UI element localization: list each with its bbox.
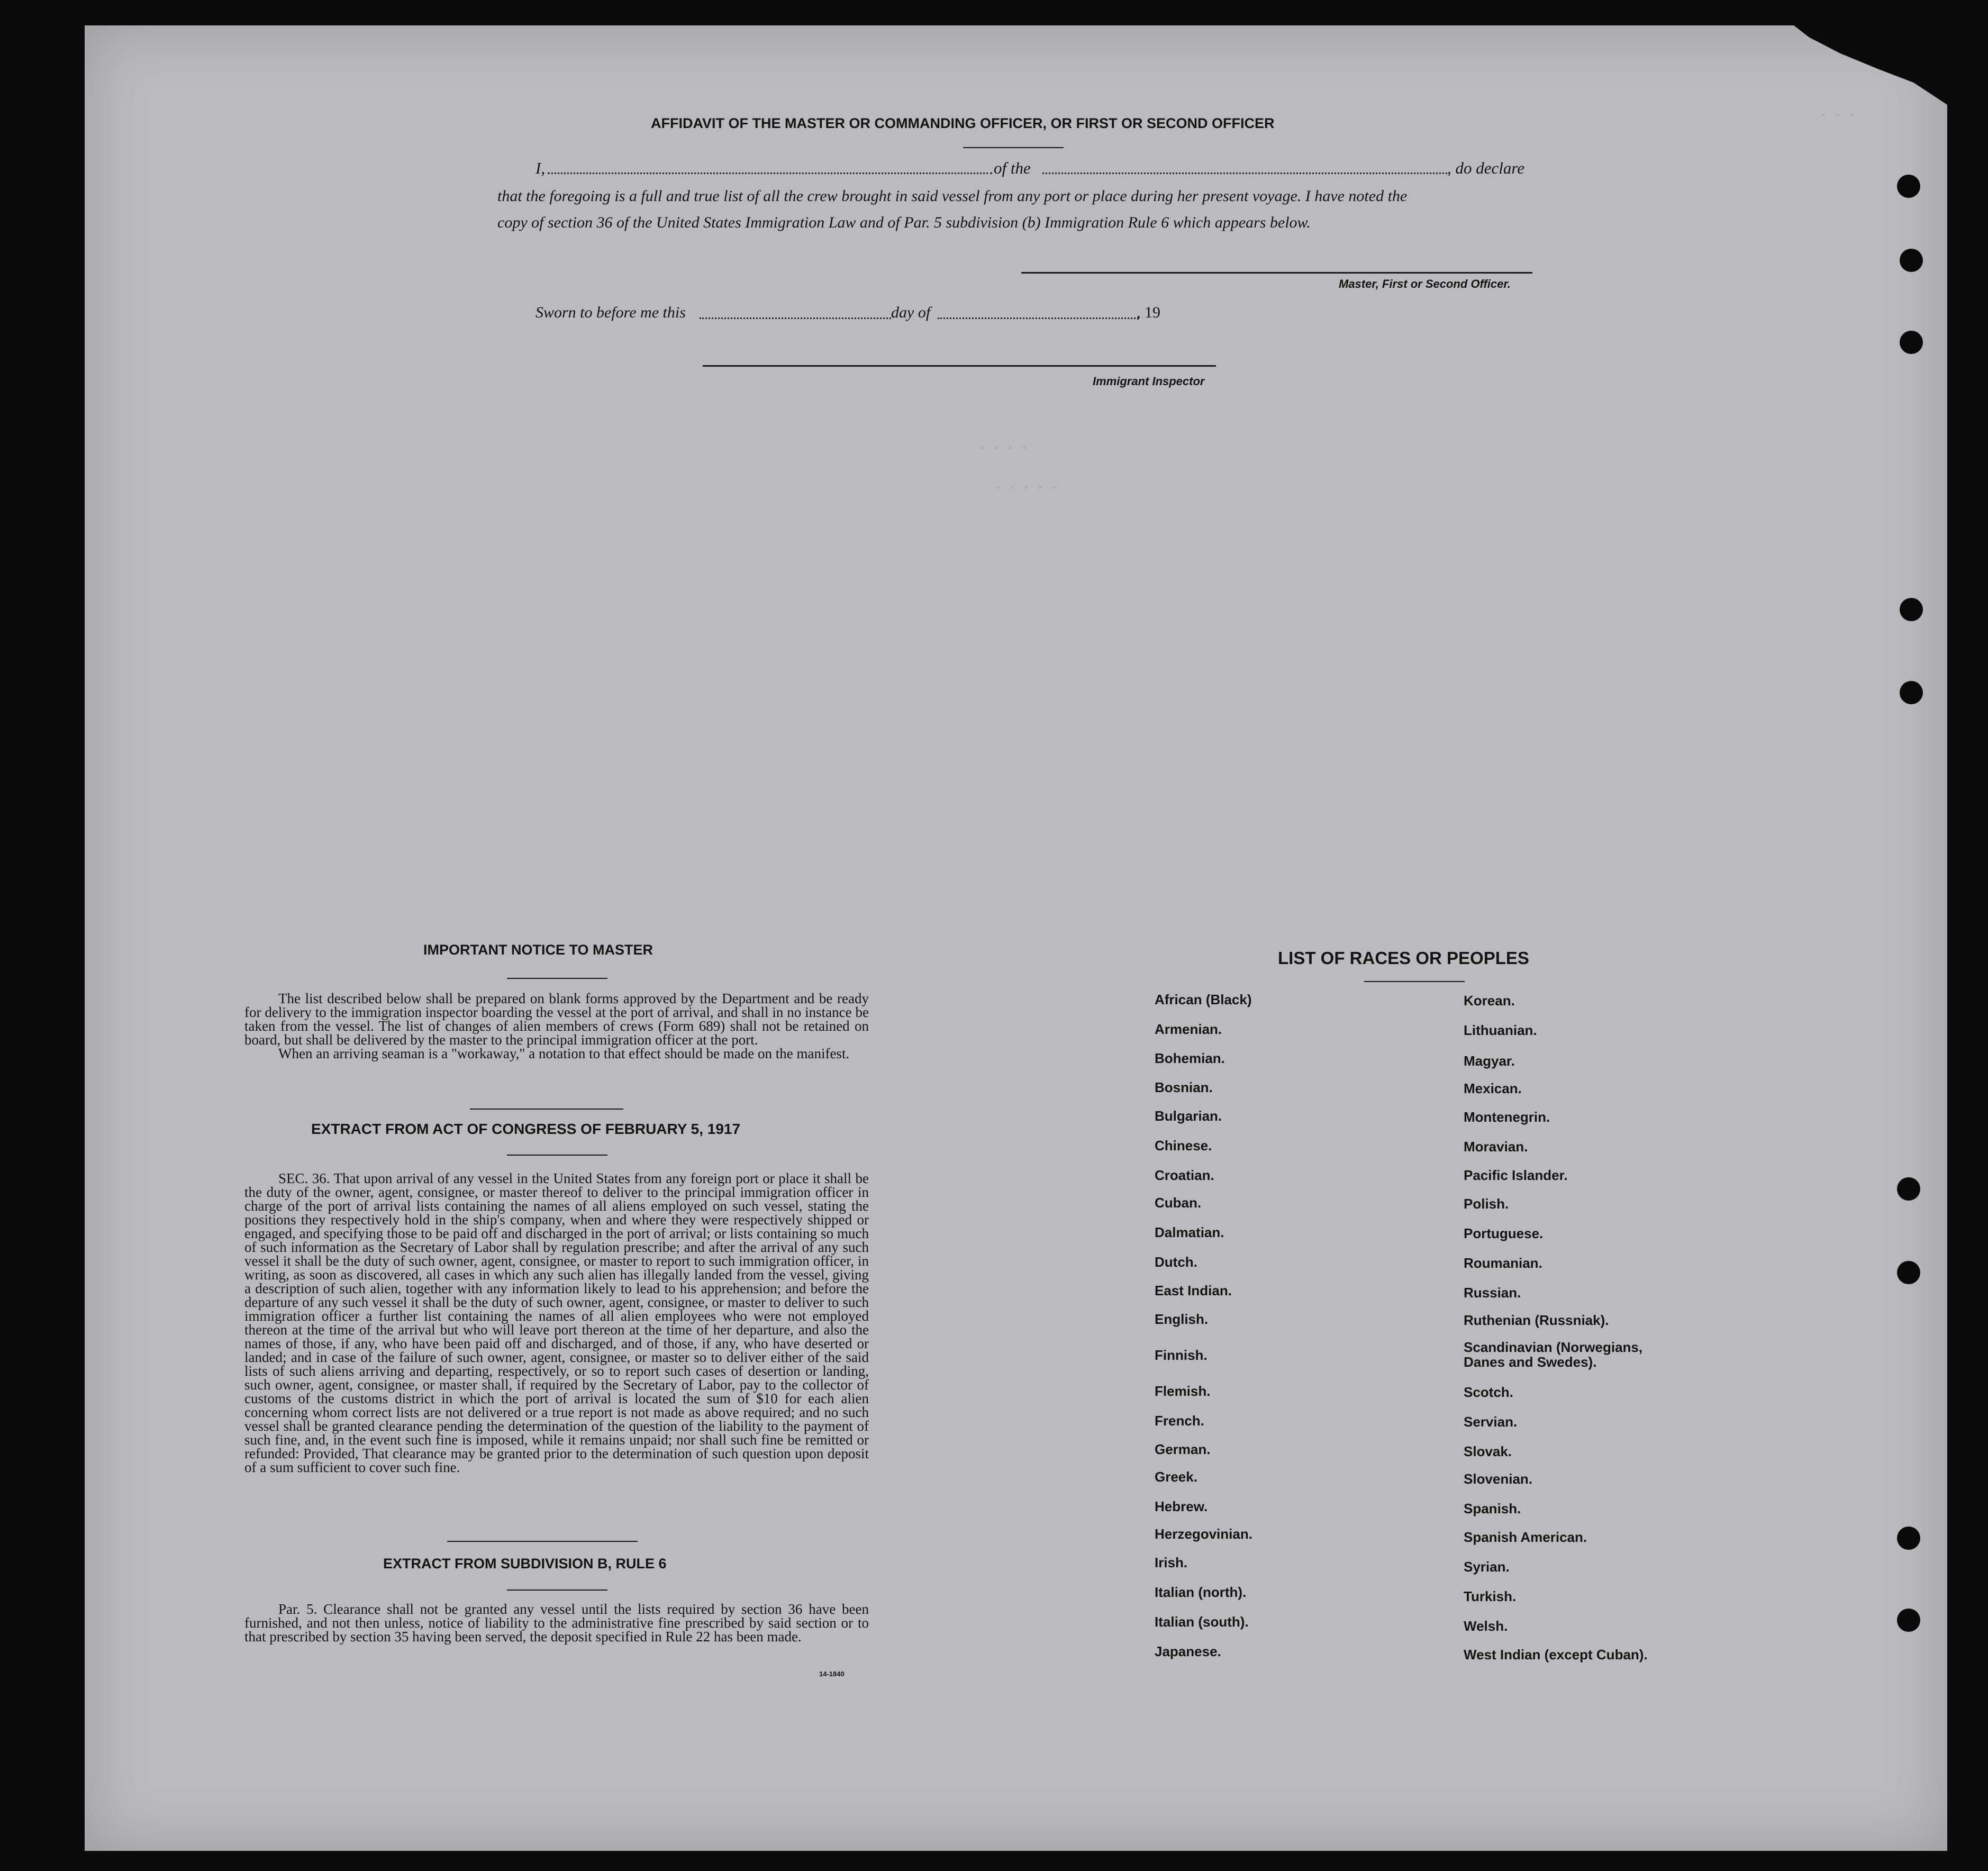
notice-rule xyxy=(507,978,607,979)
race-item: Greek. xyxy=(1155,1469,1197,1485)
binder-hole xyxy=(1897,1527,1920,1550)
year-label: , 19 xyxy=(1137,304,1160,321)
affidavit-body-line2: copy of section 36 of the United States Immigration Law and of Par. 5 subdivision (b) Immigration Rule 6 which appears below. xyxy=(497,214,1311,231)
race-item: Portuguese. xyxy=(1464,1225,1544,1241)
master-signature-line[interactable] xyxy=(1021,272,1532,274)
sworn-label: Sworn to before me this xyxy=(535,304,686,321)
section-divider xyxy=(447,1541,638,1542)
race-item: Bosnian. xyxy=(1155,1079,1213,1095)
race-item: Italian (north). xyxy=(1155,1584,1247,1600)
race-item: Servian. xyxy=(1464,1414,1518,1430)
race-item: Welsh. xyxy=(1464,1618,1508,1634)
notice-title: IMPORTANT NOTICE TO MASTER xyxy=(423,942,653,958)
race-item: Lithuanian. xyxy=(1464,1022,1537,1038)
race-item: Hebrew. xyxy=(1155,1498,1208,1514)
race-item: Croatian. xyxy=(1155,1167,1214,1183)
affidavit-do-declare-label: , do declare xyxy=(1447,159,1525,177)
inspector-label: Immigrant Inspector xyxy=(1093,375,1205,388)
race-item: Flemish. xyxy=(1155,1383,1211,1399)
race-item: Moravian. xyxy=(1464,1139,1528,1155)
affidavit-body-line1: that the foregoing is a full and true list of all the crew brought in said vessel from any port or place during her present voyage. I have noted the xyxy=(497,187,1408,205)
race-item: Japanese. xyxy=(1155,1643,1221,1659)
binder-hole xyxy=(1900,331,1923,354)
notice-text xyxy=(244,992,869,1060)
form-number: 14-1840 xyxy=(819,1670,845,1678)
binder-hole xyxy=(1897,175,1920,198)
race-item: Dutch. xyxy=(1155,1254,1197,1270)
vessel-name-field[interactable] xyxy=(1042,172,1447,174)
binder-hole xyxy=(1900,249,1923,272)
race-item: Scotch. xyxy=(1464,1384,1513,1400)
bleed-through-marks: . . . xyxy=(1820,106,1856,119)
race-item: Slovak. xyxy=(1464,1443,1512,1459)
race-item: German. xyxy=(1155,1441,1211,1457)
race-item: Russian. xyxy=(1464,1285,1521,1301)
race-item: Pacific Islander. xyxy=(1464,1167,1568,1183)
bleed-through-marks: . . . . xyxy=(979,439,1028,452)
race-item: Slovenian. xyxy=(1464,1471,1533,1487)
notice-para-2: When an arriving seaman is a "workaway," a notation to that effect should be made on the manifest. xyxy=(278,1046,850,1061)
race-item: East Indian. xyxy=(1155,1283,1232,1298)
binder-hole xyxy=(1897,1261,1920,1284)
race-item: African (Black) xyxy=(1155,992,1252,1007)
rule-extract-title: EXTRACT FROM SUBDIVISION B, RULE 6 xyxy=(383,1556,667,1572)
race-item: Magyar. xyxy=(1464,1053,1515,1069)
act-extract-text xyxy=(244,1171,869,1474)
race-item: Armenian. xyxy=(1155,1021,1222,1037)
day-of-label: day of xyxy=(891,304,931,321)
section-divider xyxy=(470,1109,623,1110)
document-page xyxy=(85,25,1947,1851)
race-item: Scandinavian (Norwegians, Danes and Swedes). xyxy=(1464,1339,1643,1370)
master-name-field[interactable] xyxy=(548,172,992,174)
rule-par-5: Par. 5. Clearance shall not be granted any vessel until the lists required by section 36 have been furnished, and not then unless, notice of liability to the administrative fine prescribed by said section or to that prescribed by section 35 having been served, the deposit specified in Rule 22 has been made. xyxy=(244,1601,869,1645)
binder-hole xyxy=(1897,1177,1920,1201)
binder-hole xyxy=(1900,681,1923,704)
rule-extract-rule xyxy=(507,1590,607,1591)
binder-hole xyxy=(1900,598,1923,621)
race-item: Turkish. xyxy=(1464,1588,1517,1604)
races-rule xyxy=(1364,981,1465,982)
notice-para-1: The list described below shall be prepared on blank forms approved by the Department and be ready for delivery to the immigration inspector boarding the vessel at the port of arrival, and shall in no instance be taken from the vessel. The list of changes of alien members of crews (Form 689) shall not be retained on board, but shall be delivered by the master to the principal immigration officer at the port. xyxy=(244,991,869,1048)
race-item: Syrian. xyxy=(1464,1559,1510,1575)
act-extract-rule xyxy=(507,1155,607,1156)
race-item: Dalmatian. xyxy=(1155,1224,1224,1240)
race-item: Polish. xyxy=(1464,1196,1509,1212)
race-item: Mexican. xyxy=(1464,1080,1522,1096)
race-item: Irish. xyxy=(1155,1555,1188,1570)
race-item: Roumanian. xyxy=(1464,1255,1542,1271)
inspector-signature-line[interactable] xyxy=(703,365,1216,367)
race-item: Finnish. xyxy=(1155,1347,1208,1363)
master-signature-label: Master, First or Second Officer. xyxy=(1339,277,1511,290)
bleed-through-marks: . . . . . xyxy=(995,479,1058,492)
race-item: English. xyxy=(1155,1311,1209,1327)
race-item: Italian (south). xyxy=(1155,1614,1249,1630)
race-item: French. xyxy=(1155,1413,1204,1429)
race-item: Chinese. xyxy=(1155,1138,1212,1154)
act-section-36: SEC. 36. That upon arrival of any vessel in the United States from any foreign port or place it shall be the duty of the owner, agent, consignee, or master thereof to deliver to the principal immigration officer in charge of the port of arrival lists containing the names of all aliens employed on such vessel, stating the positions they respectively hold in the ship's company, when and where they were respectively shipped or engaged, and specifying those to be paid off and discharged in the port of arrival; or lists containing so much of such information as the Secretary of Labor shall by regulation prescribe; and after the arrival of any such vessel it shall be the duty of such owner, agent, consignee, or master to report to such immigration officer, in writing, as soon as discovered, all cases in which any such alien has illegally landed from the vessel, giving a description of such alien, together with any information likely to lead to his apprehension; and before the departure of any such vessel it shall be the duty of such owner, agent, consignee, or master to deliver to such immigration officer a further list containing the names of all alien employees who were not employed thereon at the time of the arrival but who will leave port thereon at the time of her departure, and also the names of those, if any, who have been paid off and discharged, and of those, if any, who have deserted or landed; and in case of the failure of such owner, agent, consignee, or master so to deliver either of the said lists of such aliens arriving and departing, respectively, or so to report such cases of desertion or landing, such owner, agent, consignee, or master shall, if required by the Secretary of Labor, pay to the collector of customs of the customs district in which the port of arrival is located the sum of $10 for each alien concerning whom correct lists are not delivered or a true report is not made as above required; and no such vessel shall be granted clearance pending the determination of the question of the liability to the payment of such fine, and, in the event such fine is imposed, while it remains unpaid; nor shall such fine be remitted or refunded: Provided, That clearance may be granted prior to the determination of such question upon deposit of a sum sufficient to cover such fine. xyxy=(244,1170,869,1475)
race-item: Ruthenian (Russniak). xyxy=(1464,1312,1609,1328)
title-rule xyxy=(963,147,1064,148)
race-item: West Indian (except Cuban). xyxy=(1464,1647,1648,1663)
race-item: Montenegrin. xyxy=(1464,1109,1550,1125)
races-title: LIST OF RACES OR PEOPLES xyxy=(1278,948,1529,968)
race-item: Spanish American. xyxy=(1464,1529,1587,1545)
sworn-day-field[interactable] xyxy=(700,317,891,319)
rule-extract-text xyxy=(244,1602,869,1643)
binder-hole xyxy=(1897,1609,1920,1632)
affidavit-of-the-label: of the xyxy=(994,159,1031,177)
race-item: Herzegovinian. xyxy=(1155,1526,1252,1542)
race-item: Bohemian. xyxy=(1155,1050,1225,1066)
race-item: Bulgarian. xyxy=(1155,1108,1222,1124)
race-item: Korean. xyxy=(1464,993,1515,1009)
race-item: Cuban. xyxy=(1155,1195,1202,1211)
affidavit-title: AFFIDAVIT OF THE MASTER OR COMMANDING OFFICER, OR FIRST OR SECOND OFFICER xyxy=(651,115,1275,131)
race-item: Spanish. xyxy=(1464,1501,1521,1516)
act-extract-title: EXTRACT FROM ACT OF CONGRESS OF FEBRUARY 5, 1917 xyxy=(311,1121,741,1137)
sworn-month-field[interactable] xyxy=(938,317,1139,319)
affidavit-i-label: I, xyxy=(535,159,546,177)
